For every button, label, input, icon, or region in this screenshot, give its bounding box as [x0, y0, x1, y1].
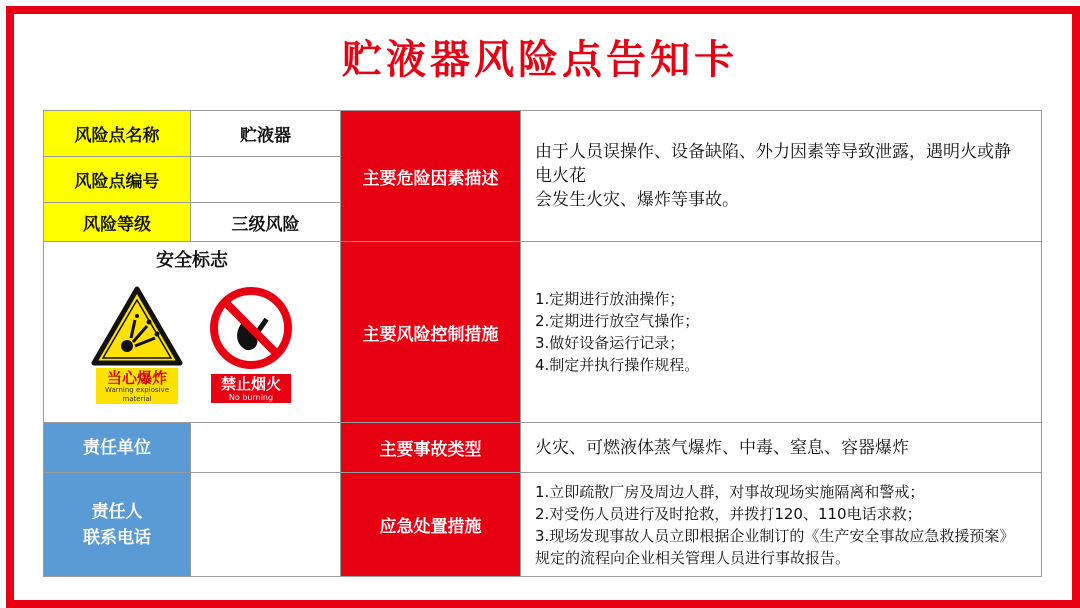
explosion-warning-icon [91, 286, 183, 366]
responsible-unit-value [191, 423, 341, 473]
risk-name-label: 风险点名称 [44, 111, 191, 157]
no-burning-sign [209, 286, 293, 404]
control-item: 4.制定并执行操作规程。 [535, 356, 700, 374]
control-measures-label: 主要风险控制措施 [341, 242, 521, 423]
responsible-person-label [44, 473, 191, 577]
emergency-label: 应急处置措施 [341, 473, 521, 577]
accident-types-label: 主要事故类型 [341, 423, 521, 473]
hazard-desc-label: 主要危险因素描述 [341, 111, 521, 242]
responsible-unit-label: 责任单位 [44, 423, 191, 473]
risk-code-label: 风险点编号 [44, 157, 191, 203]
responsible-person-label-line1: 责任人 [91, 501, 143, 522]
page-title: 贮液器风险点告知卡 [342, 37, 738, 83]
control-item: 2.定期进行放空气操作； [535, 312, 700, 330]
risk-card-table [43, 110, 1042, 577]
control-measures-cell [521, 242, 1042, 423]
risk-level-value: 三级风险 [191, 203, 341, 242]
explosion-sign-subtext: Warning explosive material [104, 386, 170, 403]
no-burning-sign-subtext: No burning [228, 393, 274, 402]
responsible-person-value [191, 473, 341, 577]
control-item: 3.做好设备运行记录； [535, 334, 685, 352]
hazard-desc-line: 会发生火灾、爆炸等事故。 [535, 190, 739, 210]
risk-name-value: 贮液器 [191, 111, 341, 157]
accident-types-value: 火灾、可燃液体蒸气爆炸、中毒、窒息、容器爆炸 [521, 423, 1042, 473]
no-burning-sign-text: 禁止烟火 [220, 375, 281, 393]
no-burning-icon [209, 286, 293, 370]
hazard-desc-cell [521, 111, 1042, 242]
risk-level-label: 风险等级 [44, 203, 191, 242]
control-item: 1.定期进行放油操作； [535, 290, 685, 308]
hazard-desc-line: 由于人员误操作、设备缺陷、外力因素等导致泄露，遇明火或静电火花 [535, 142, 1011, 186]
explosion-warning-sign [91, 286, 183, 404]
explosion-sign-text: 当心爆炸 [106, 369, 167, 387]
safety-signs-cell [44, 242, 341, 423]
emergency-item: 2.对受伤人员进行及时抢救，并拨打120、110电话求救； [535, 504, 922, 523]
emergency-item: 1.立即疏散厂房及周边人群，对事故现场实施隔离和警戒； [535, 482, 925, 501]
risk-code-value [191, 157, 341, 203]
no-burning-sign-label [211, 374, 291, 403]
explosion-sign-label [96, 368, 178, 404]
emergency-item: 规定的流程向企业相关管理人员进行事故报告。 [535, 548, 851, 567]
emergency-item: 3.现场发现事故人员立即根据企业制订的《生产安全事故应急救援预案》 [535, 526, 1015, 545]
emergency-cell [521, 473, 1042, 577]
responsible-person-label-line2: 联系电话 [83, 527, 151, 548]
safety-signs-title: 安全标志 [156, 250, 228, 271]
